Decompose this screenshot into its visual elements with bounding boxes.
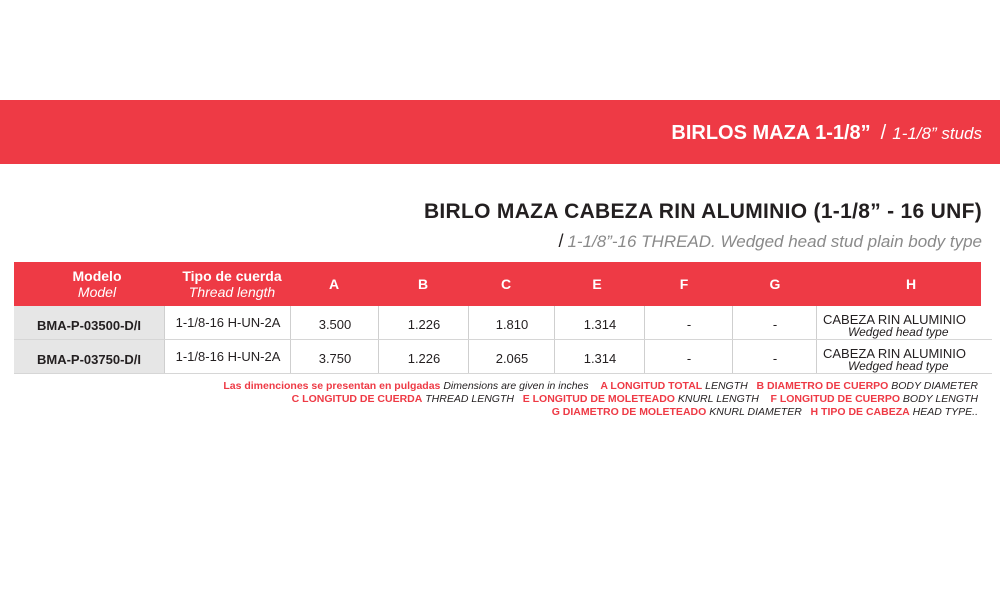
note-en: BODY LENGTH — [902, 393, 978, 405]
subtitle-slash: / — [558, 231, 564, 251]
note-es: A LONGITUD TOTAL — [600, 380, 703, 392]
note-es: C LONGITUD DE CUERDA — [291, 393, 423, 405]
cell-c: 2.065 — [468, 340, 555, 373]
cell-c: 1.810 — [468, 306, 555, 339]
cell-f: - — [644, 340, 733, 373]
header-g: G — [769, 276, 781, 292]
table-header — [14, 262, 981, 306]
header-f: F — [679, 276, 689, 292]
subtitle-text: 1-1/8”-16 THREAD. Wedged head stud plain body type — [567, 232, 982, 251]
note-en: KNURL LENGTH — [677, 393, 759, 405]
header-e: E — [592, 276, 602, 292]
cell-thread: 1-1/8-16 H-UN-2A — [164, 306, 291, 339]
note-en: LENGTH — [705, 380, 748, 392]
header-c: C — [500, 276, 512, 292]
table-body — [14, 306, 992, 374]
header-banner — [0, 100, 1000, 164]
dimension-notes — [223, 380, 978, 419]
cell-h-en: Wedged head type — [848, 359, 949, 373]
note-es: H TIPO DE CABEZA — [810, 406, 910, 418]
note-en: KNURL DIAMETER — [709, 406, 802, 418]
section-subtitle — [558, 231, 982, 252]
note-es: E LONGITUD DE MOLETEADO — [522, 393, 675, 405]
banner-subtitle: 1-1/8” studs — [892, 124, 982, 143]
cell-model: BMA-P-03750-D/I — [14, 340, 164, 373]
cell-h-es: CABEZA RIN ALUMINIO — [823, 346, 967, 361]
header-thread-en: Thread length — [188, 284, 276, 300]
note-en: HEAD TYPE.. — [912, 406, 978, 418]
cell-h-en: Wedged head type — [848, 325, 949, 339]
note-es: Las dimenciones se presentan en pulgadas — [223, 380, 441, 392]
banner-title: BIRLOS MAZA 1-1/8” — [671, 122, 871, 144]
cell-h-es: CABEZA RIN ALUMINIO — [823, 312, 967, 327]
cell-a: 3.500 — [290, 306, 379, 339]
cell-thread: 1-1/8-16 H-UN-2A — [164, 340, 291, 373]
header-model-en: Model — [77, 284, 117, 300]
table-row — [14, 340, 992, 374]
header-thread — [164, 262, 300, 306]
banner-text — [671, 122, 982, 145]
cell-g: - — [732, 340, 817, 373]
notes-line-2 — [223, 393, 978, 406]
notes-line-3 — [223, 406, 978, 419]
header-thread-es: Tipo de cuerda — [182, 268, 282, 284]
cell-e: 1.314 — [554, 306, 645, 339]
cell-e: 1.314 — [554, 340, 645, 373]
header-a: A — [328, 276, 340, 292]
cell-h — [816, 306, 993, 339]
cell-b: 1.226 — [378, 306, 469, 339]
header-model — [14, 262, 180, 306]
note-en: Dimensions are given in inches — [443, 380, 589, 392]
header-h: H — [905, 276, 917, 292]
cell-g: - — [732, 306, 817, 339]
note-en: BODY DIAMETER — [891, 380, 978, 392]
cell-h — [816, 340, 993, 373]
cell-a: 3.750 — [290, 340, 379, 373]
cell-b: 1.226 — [378, 340, 469, 373]
header-b: B — [417, 276, 429, 292]
note-es: F LONGITUD DE CUERPO — [770, 393, 900, 405]
section-title: BIRLO MAZA CABEZA RIN ALUMINIO (1-1/8” - 16 UNF) — [423, 200, 982, 223]
banner-separator: / — [880, 122, 887, 144]
note-en: THREAD LENGTH — [425, 393, 514, 405]
note-es: G DIAMETRO DE MOLETEADO — [551, 406, 707, 418]
cell-f: - — [644, 306, 733, 339]
note-es: B DIAMETRO DE CUERPO — [756, 380, 889, 392]
cell-model: BMA-P-03500-D/I — [14, 306, 164, 339]
table-row — [14, 306, 992, 340]
header-model-es: Modelo — [72, 268, 122, 284]
notes-line-1 — [223, 380, 978, 393]
